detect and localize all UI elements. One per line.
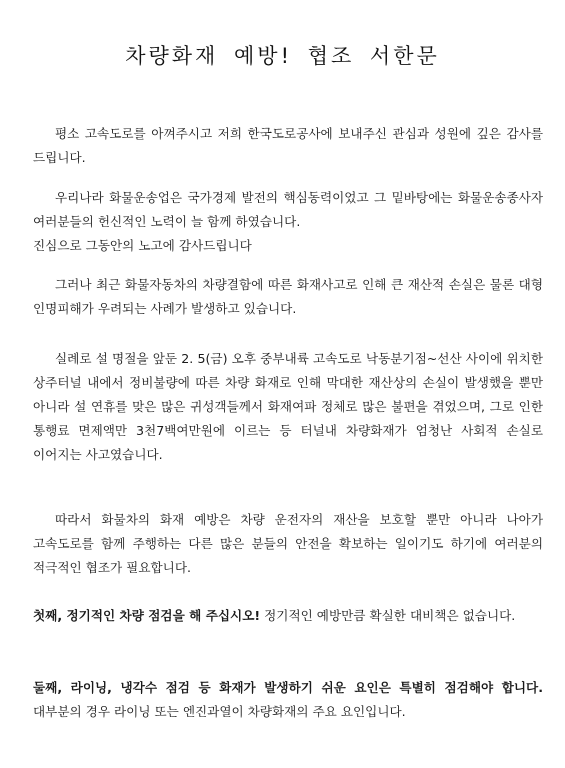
paragraph-example: 실례로 설 명절을 앞둔 2. 5(금) 오후 중부내륙 고속도로 낙동분기점~선산 사이에 위치한 상주터널 내에서 정비불량에 따른 차량 화재로 인해 막대한 재산상의 손실이 발생했을 뿐만 아니라 설 연휴를 맞은 많은 귀성객들께서 화재여파 정체로 많은 불편을 겪었으며, 그로 인한 통행료 면제액만 3천7백여만원에 이르는 등 터널내 차량화재가 엄청난 사회적 손실로 이어지는 사고였습니다.	[33, 351, 543, 462]
paragraph-problem: 그러나 최근 화물자동차의 차량결함에 따른 화재사고로 인해 큰 재산적 손실은 물론 대형 인명피해가 우려되는 사례가 발생하고 있습니다.	[33, 277, 543, 316]
paragraph-request: 따라서 화물차의 화재 예방은 차량 운전자의 재산을 보호할 뿐만 아니라 나아가 고속도로를 함께 주행하는 다른 많은 분들의 안전을 확보하는 일이기도 하기에 여러분의 적극적인 협조가 필요합니다.	[33, 512, 543, 575]
first-point-heading: 첫째, 정기적인 차량 점검을 해 주십시오!	[33, 608, 261, 623]
gratitude-text: 우리나라 화물운송업은 국가경제 발전의 핵심동력이었고 그 밑바탕에는 화물운송종사자 여러분들의 헌신적인 노력이 늘 함께 하였습니다.	[33, 190, 543, 229]
paragraph-second-point	[33, 676, 543, 724]
gratitude-closing: 진심으로 그동안의 노고에 감사드립니다	[33, 238, 252, 253]
first-point-text: 정기적인 예방만큼 확실한 대비책은 없습니다.	[260, 608, 516, 623]
page-title: 차량화재 예방! 협조 서한문	[125, 44, 440, 68]
second-point-text: 대부분의 경우 라이닝 또는 엔진과열이 차량화재의 주요 요인입니다.	[33, 704, 406, 719]
paragraph-gratitude	[33, 186, 543, 258]
paragraph-first-point	[33, 604, 543, 628]
second-point-heading: 둘째, 라이닝, 냉각수 점검 등 화재가 발생하기 쉬운 요인은 특별히 점검해야 합니다.	[33, 680, 543, 695]
paragraph-greeting: 평소 고속도로를 아껴주시고 저희 한국도로공사에 보내주신 관심과 성원에 깊은 감사를 드립니다.	[33, 126, 543, 165]
